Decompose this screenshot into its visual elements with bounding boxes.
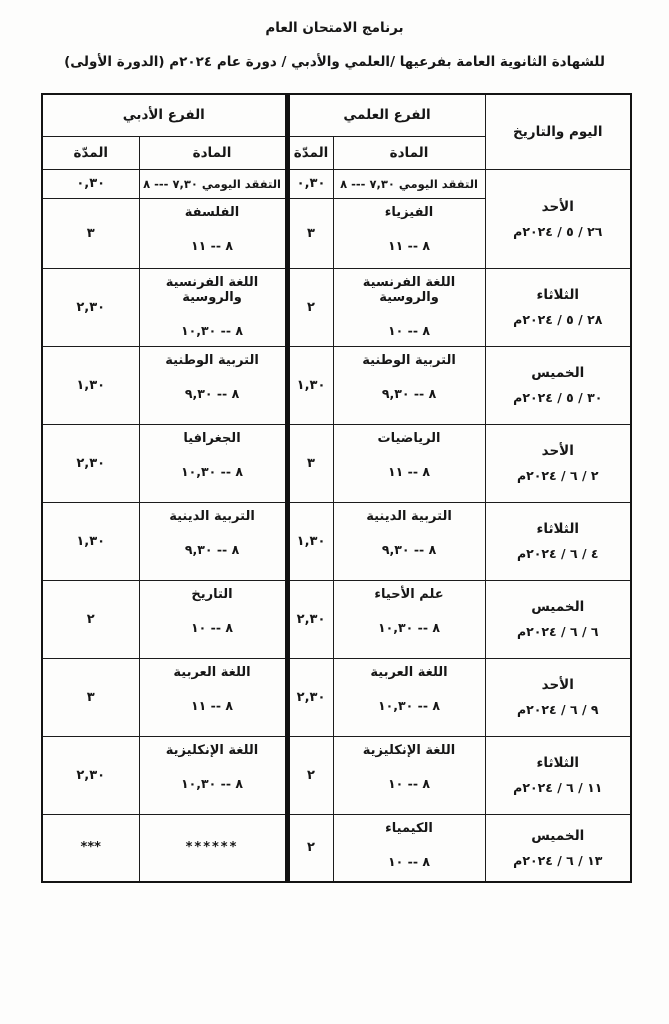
duration-cell-scientific: ٢: [287, 268, 333, 346]
subject-time: ٨ -- ١٠: [388, 322, 431, 338]
date-value: ٩ / ٦ / ٢٠٢٤م: [516, 702, 599, 717]
subject-cell-scientific: [333, 814, 485, 882]
date-value: ٦ / ٦ / ٢٠٢٤م: [516, 624, 599, 639]
duration-cell-literary: ٢,٣٠: [42, 736, 139, 814]
subject-cell-scientific: [333, 268, 485, 346]
subject-name: اللغة العربية: [370, 664, 448, 680]
subject-time: ٨ -- ١٠,٣٠: [181, 775, 244, 791]
subject-name: اللغة الفرنسية والروسية: [362, 274, 456, 305]
subject-time: ٨ -- ١٠: [191, 619, 234, 635]
duration-cell-scientific: ٢: [287, 814, 333, 882]
date-value: ١٣ / ٦ / ٢٠٢٤م: [513, 852, 603, 868]
subject-cell-literary: [139, 658, 287, 736]
date-value: ١١ / ٦ / ٢٠٢٤م: [513, 780, 603, 795]
header-scientific-branch: الفرع العلمي: [287, 94, 485, 136]
subject-name: التاريخ: [191, 586, 233, 602]
header-literary-branch: الفرع الأدبي: [42, 94, 287, 136]
date-cell: [485, 658, 631, 736]
day-name: الثلاثاء: [536, 755, 580, 771]
day-name: الخميس: [531, 365, 585, 381]
duration-cell-literary: ٢,٣٠: [42, 268, 139, 346]
subject-cell-scientific: [333, 424, 485, 502]
subject-name: اللغة العربية: [173, 664, 251, 680]
subject-name: التربية الدينية: [366, 508, 452, 524]
subject-time: ٨ -- ٩,٣٠: [184, 385, 240, 401]
subject-cell-scientific: [333, 658, 485, 736]
subject-time: ٨ -- ١٠: [388, 853, 431, 869]
duration-cell-literary: ١,٣٠: [42, 502, 139, 580]
subject-time: ٨ -- ١٠,٣٠: [378, 697, 441, 713]
duration-cell-scientific: ٣: [287, 424, 333, 502]
date-cell: [485, 268, 631, 346]
subject-cell-literary: [139, 502, 287, 580]
duration-cell-scientific: ٢,٣٠: [287, 658, 333, 736]
exam-title: برنامج الامتحان العام: [265, 20, 404, 36]
subject-name: التربية الوطنية: [165, 352, 259, 368]
subject-time: ٨ -- ١١: [191, 697, 234, 713]
subject-time: ٨ -- ٩,٣٠: [381, 541, 437, 557]
date-cell: [485, 346, 631, 424]
date-value: ٢ / ٦ / ٢٠٢٤م: [516, 468, 599, 483]
subject-time: ٨ -- ١١: [388, 463, 431, 479]
subject-cell-literary: [139, 580, 287, 658]
header-subject-scientific: المادة: [333, 136, 485, 169]
subject-time: ٨ -- ١١: [191, 237, 234, 253]
duration-cell-literary: ١,٣٠: [42, 346, 139, 424]
date-cell: [485, 814, 631, 882]
subject-time: ٨ -- ١١: [388, 237, 431, 253]
duration-cell-literary: ٣: [42, 658, 139, 736]
daily-check-literary: التفقد اليومي ٧,٣٠ --- ٨: [139, 169, 287, 198]
date-cell: [485, 736, 631, 814]
subject-cell-literary-empty: [139, 814, 287, 882]
subject-name: الرياضيات: [377, 430, 441, 446]
date-cell: [485, 580, 631, 658]
day-name: الأحد: [541, 677, 574, 693]
subject-name: الكيمياء: [385, 820, 433, 836]
subject-time: ٨ -- ٩,٣٠: [184, 541, 240, 557]
subject-time: ٨ -- ١٠: [388, 775, 431, 791]
subject-name: الفيزياء: [384, 204, 434, 220]
subject-cell-scientific: [333, 502, 485, 580]
day-name: الخميس: [531, 599, 585, 615]
day-name: الأحد: [541, 198, 574, 215]
subject-name: الجغرافيا: [183, 430, 241, 446]
day-name: الأحد: [541, 443, 574, 459]
subject-cell-scientific: [333, 198, 485, 268]
day-name: الخميس: [531, 827, 585, 844]
subject-time: ٨ -- ١٠,٣٠: [181, 322, 244, 338]
subject-cell-scientific: [333, 580, 485, 658]
duration-cell-literary: ***: [42, 814, 139, 882]
subject-name: ******: [185, 840, 239, 856]
subject-cell-literary: [139, 424, 287, 502]
date-value: ٢٦ / ٥ / ٢٠٢٤م: [513, 223, 603, 239]
date-value: ٢٨ / ٥ / ٢٠٢٤م: [513, 312, 603, 327]
day-name: الثلاثاء: [536, 521, 580, 537]
date-cell: [485, 169, 631, 268]
subject-time: ٨ -- ٩,٣٠: [381, 385, 437, 401]
day-name: الثلاثاء: [536, 287, 580, 303]
header-subject-literary: المادة: [139, 136, 287, 169]
daily-check-duration-literary: ٠,٣٠: [42, 169, 139, 198]
subject-name: اللغة الإنكليزية: [165, 742, 259, 758]
duration-cell-literary: ٣: [42, 198, 139, 268]
date-value: ٣٠ / ٥ / ٢٠٢٤م: [513, 390, 603, 405]
subject-name: التربية الدينية: [169, 508, 255, 524]
daily-check-duration-scientific: ٠,٣٠: [287, 169, 333, 198]
subject-cell-scientific: [333, 736, 485, 814]
date-cell: [485, 502, 631, 580]
subject-name: اللغة الإنكليزية: [362, 742, 456, 758]
duration-cell-scientific: ١,٣٠: [287, 346, 333, 424]
subject-cell-literary: [139, 346, 287, 424]
date-value: ٤ / ٦ / ٢٠٢٤م: [516, 546, 599, 561]
duration-cell-literary: ٢,٣٠: [42, 424, 139, 502]
duration-cell-scientific: ٢,٣٠: [287, 580, 333, 658]
daily-check-scientific: التفقد اليومي ٧,٣٠ --- ٨: [333, 169, 485, 198]
exam-subtitle: للشهادة الثانوية العامة بفرعيها /العلمي والأدبي / دورة عام ٢٠٢٤م (الدورة الأولى): [64, 54, 605, 70]
subject-cell-literary: [139, 736, 287, 814]
duration-cell-scientific: ٣: [287, 198, 333, 268]
subject-cell-literary: [139, 268, 287, 346]
header-duration-scientific: المدّة: [287, 136, 333, 169]
date-cell: [485, 424, 631, 502]
subject-time: ٨ -- ١٠,٣٠: [181, 463, 244, 479]
duration-cell-literary: ٢: [42, 580, 139, 658]
duration-cell-scientific: ٢: [287, 736, 333, 814]
header-day-date: اليوم والتاريخ: [485, 94, 631, 169]
subject-cell-scientific: [333, 346, 485, 424]
duration-cell-scientific: ١,٣٠: [287, 502, 333, 580]
header-duration-literary: المدّة: [42, 136, 139, 169]
subject-name: علم الأحياء: [374, 586, 444, 602]
subject-name: اللغة الفرنسية والروسية: [165, 274, 259, 305]
subject-cell-literary: [139, 198, 287, 268]
subject-name: التربية الوطنية: [362, 352, 456, 368]
subject-name: الفلسفة: [184, 204, 240, 220]
subject-time: ٨ -- ١٠,٣٠: [378, 619, 441, 635]
exam-schedule-table: [41, 93, 632, 883]
